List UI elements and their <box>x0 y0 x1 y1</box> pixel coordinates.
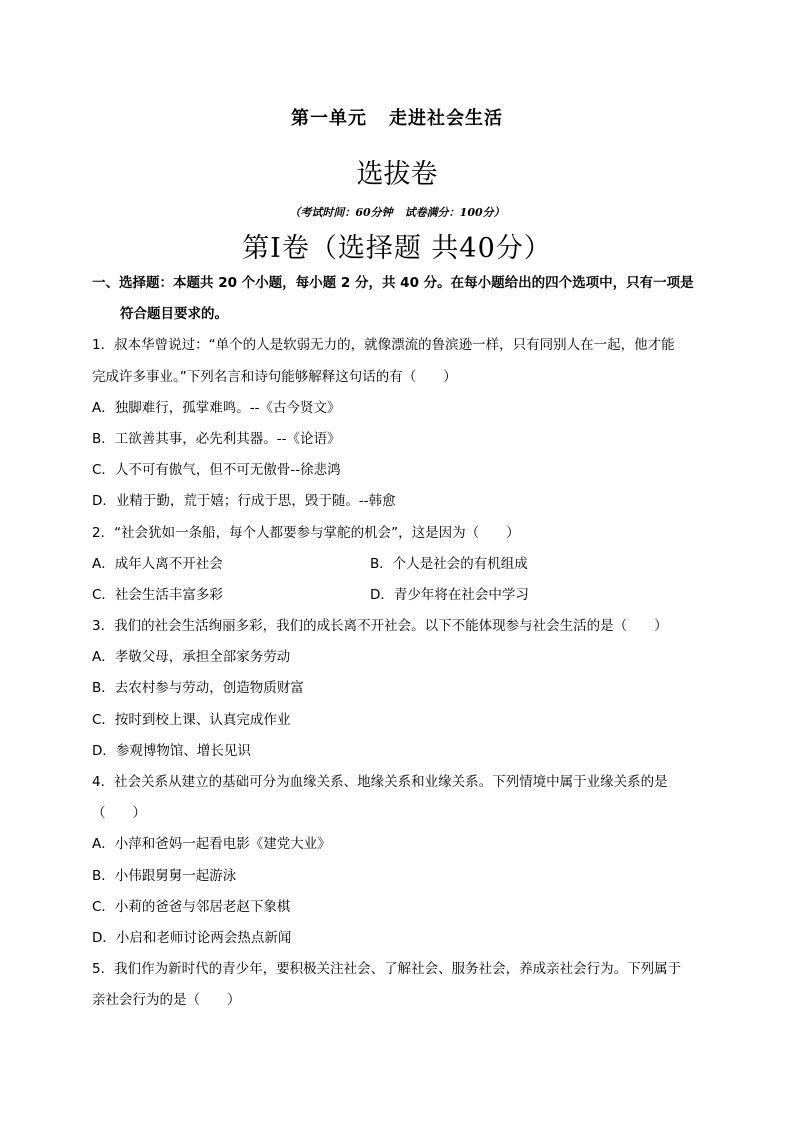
q1-option-a: A．独脚难行，孤掌难鸣。--《古今贤文》 <box>92 399 341 416</box>
q2-option-c: C．社会生活丰富多彩 <box>92 586 223 603</box>
section-instruction-cont: 符合题目要求的。 <box>120 306 228 323</box>
q1-stem-cont: 完成许多事业。”下列名言和诗句能够解释这句话的有（ ） <box>92 368 457 385</box>
q3-stem: 3．我们的社会生活绚丽多彩，我们的成长离不开社会。以下不能体现参与社会生活的是（ ） <box>92 618 668 635</box>
unit-label: 第一单元 <box>291 108 367 129</box>
q4-option-b: B．小伟跟舅舅一起游泳 <box>92 867 237 884</box>
q3-option-b: B．去农村参与劳动，创造物质财富 <box>92 680 304 697</box>
exam-time: （考试时间：60分钟 <box>289 206 393 219</box>
q2-option-b: B．个人是社会的有机组成 <box>370 555 528 572</box>
question-content <box>92 268 702 1017</box>
q2-option-d: D．青少年将在社会中学习 <box>370 586 529 603</box>
q1-option-d: D．业精于勤，荒于嬉；行成于思，毁于随。--韩愈 <box>92 493 396 510</box>
exam-info <box>0 204 794 220</box>
q1-stem: 1．叔本华曾说过：“单个的人是软弱无力的，就像漂流的鲁滨逊一样，只有同别人在一起，他才能 <box>92 337 675 354</box>
q2-options-row2 <box>92 580 702 611</box>
exam-score: 试卷满分：100分） <box>404 206 505 219</box>
part-title: 第Ⅰ卷（选择题 共40分） <box>242 233 552 264</box>
q4-option-c: C．小莉的爸爸与邻居老赵下象棋 <box>92 898 291 915</box>
q4-stem-cont: （ ） <box>92 805 146 822</box>
section-instruction: 一、选择题：本题共 20 个小题，每小题 2 分，共 40 分。在每小题给出的四个选项中，只有一项是 <box>92 275 694 291</box>
unit-title <box>0 104 794 130</box>
q3-option-a: A．孝敬父母，承担全部家务劳动 <box>92 649 291 666</box>
exam-title: 选拔卷 <box>356 159 438 190</box>
q4-option-a: A．小萍和爸妈一起看电影《建党大业》 <box>92 836 331 853</box>
q3-option-c: C．按时到校上课、认真完成作业 <box>92 711 291 728</box>
unit-name: 走进社会生活 <box>389 108 503 129</box>
q2-stem: 2．“社会犹如一条船，每个人都要参与掌舵的机会”，这是因为（ ） <box>92 524 520 541</box>
q4-stem: 4．社会关系从建立的基础可分为血缘关系、地缘关系和业缘关系。下列情境中属于业缘关系的是 <box>92 774 668 790</box>
q5-stem-cont: 亲社会行为的是（ ） <box>92 992 241 1009</box>
q4-option-d: D．小启和老师讨论两会热点新闻 <box>92 929 292 946</box>
q1-option-c: C．人不可有傲气，但不可无傲骨--徐悲鸿 <box>92 462 341 479</box>
q2-options-row1 <box>92 549 702 580</box>
q5-stem: 5．我们作为新时代的青少年，要积极关注社会、了解社会、服务社会，养成亲社会行为。下列属于 <box>92 961 682 978</box>
q3-option-d: D．参观博物馆、增长见识 <box>92 742 251 759</box>
q1-option-b: B．工欲善其事，必先利其器。--《论语》 <box>92 430 341 447</box>
q2-option-a: A．成年人离不开社会 <box>92 555 223 572</box>
